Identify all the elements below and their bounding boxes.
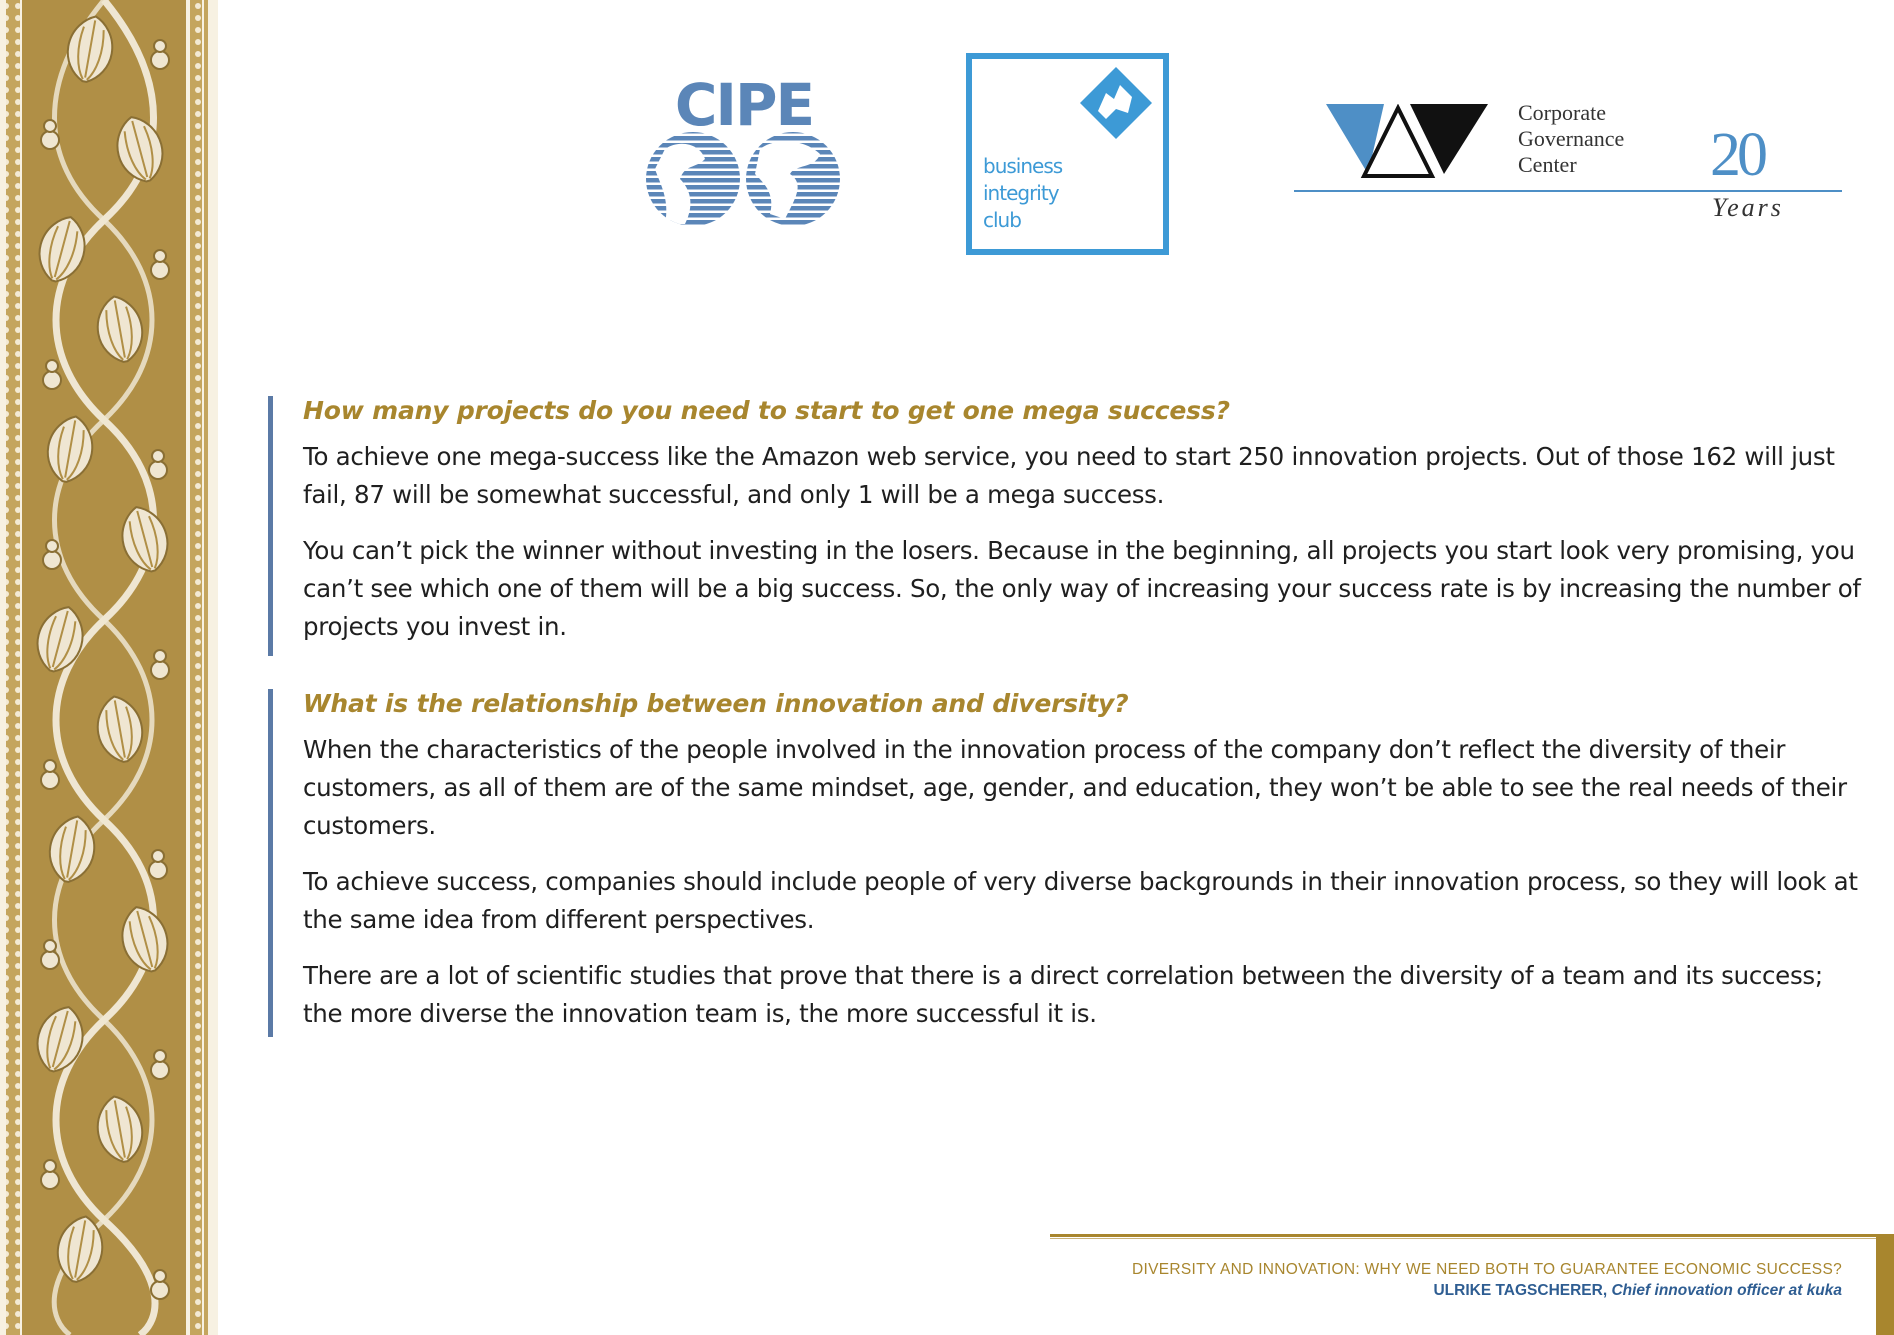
cipe-logo-text: CIPE: [674, 71, 814, 139]
business-integrity-club-text: [983, 153, 1103, 234]
section-question: How many projects do you need to start to get one mega success?: [303, 396, 1230, 425]
logo-underline: [1294, 190, 1842, 192]
footer-author: [1433, 1282, 1842, 1300]
author-role: Chief innovation officer at kuka: [1611, 1282, 1842, 1299]
logo-line: Governance: [1518, 126, 1625, 151]
logo-line: club: [983, 208, 1021, 232]
author-name: ULRIKE TAGSCHERER,: [1433, 1282, 1608, 1299]
cipe-logo: [640, 71, 845, 234]
section-paragraph: You can’t pick the winner without investing in the losers. Because in the beginning, all projects you start look very promising, you can’t see which one of them will be a big success. So, the only way of increasing your success rate is by increasing the number of projects you invest in.: [303, 536, 1861, 641]
footer-divider: [1050, 1234, 1894, 1237]
logo-line: integrity: [983, 181, 1059, 205]
globe-icon: [645, 129, 841, 229]
logo-line: Corporate: [1518, 100, 1606, 125]
section-paragraph: When the characteristics of the people involved in the innovation process of the company don’t reflect the diversity of their customers, as all of them are of the same mindset, age, gender, and education, they won’t be able to see the real needs of their customers.: [303, 735, 1847, 840]
footer-title: DIVERSITY AND INNOVATION: WHY WE NEED BOTH TO GUARANTEE ECONOMIC SUCCESS?: [1131, 1261, 1842, 1278]
floral-border-ornament: [0, 0, 218, 1335]
triangles-icon: [1326, 104, 1496, 180]
diamond-emblem-icon: [1076, 63, 1156, 143]
qa-section: [268, 689, 1863, 1037]
anniversary-word: Years: [1712, 193, 1784, 222]
qa-section: [268, 396, 1863, 656]
section-paragraph: To achieve one mega-success like the Amazon web service, you need to start 250 innovation projects. Out of those 162 will just fail, 87 will be somewhat successful, and only 1 will be a mega success.: [303, 442, 1835, 509]
footer-corner-bar: [1876, 1234, 1894, 1335]
corporate-governance-center-text: [1518, 100, 1624, 178]
anniversary-number: 20: [1706, 122, 1768, 188]
section-paragraph: To achieve success, companies should include people of very diverse backgrounds in their innovation process, so they will look at the same idea from different perspectives.: [303, 867, 1858, 934]
logo-line: business: [983, 154, 1063, 178]
logo-line: Center: [1518, 152, 1577, 177]
business-integrity-club-logo: [966, 53, 1171, 255]
section-paragraph: There are a lot of scientific studies that prove that there is a direct correlation between the diversity of a team and its success; the more diverse the innovation team is, the more successful it is.: [303, 961, 1823, 1028]
footer-divider-thin: [1050, 1238, 1880, 1239]
corporate-governance-center-logo: [1292, 100, 1844, 225]
section-question: What is the relationship between innovation and diversity?: [303, 689, 1129, 718]
